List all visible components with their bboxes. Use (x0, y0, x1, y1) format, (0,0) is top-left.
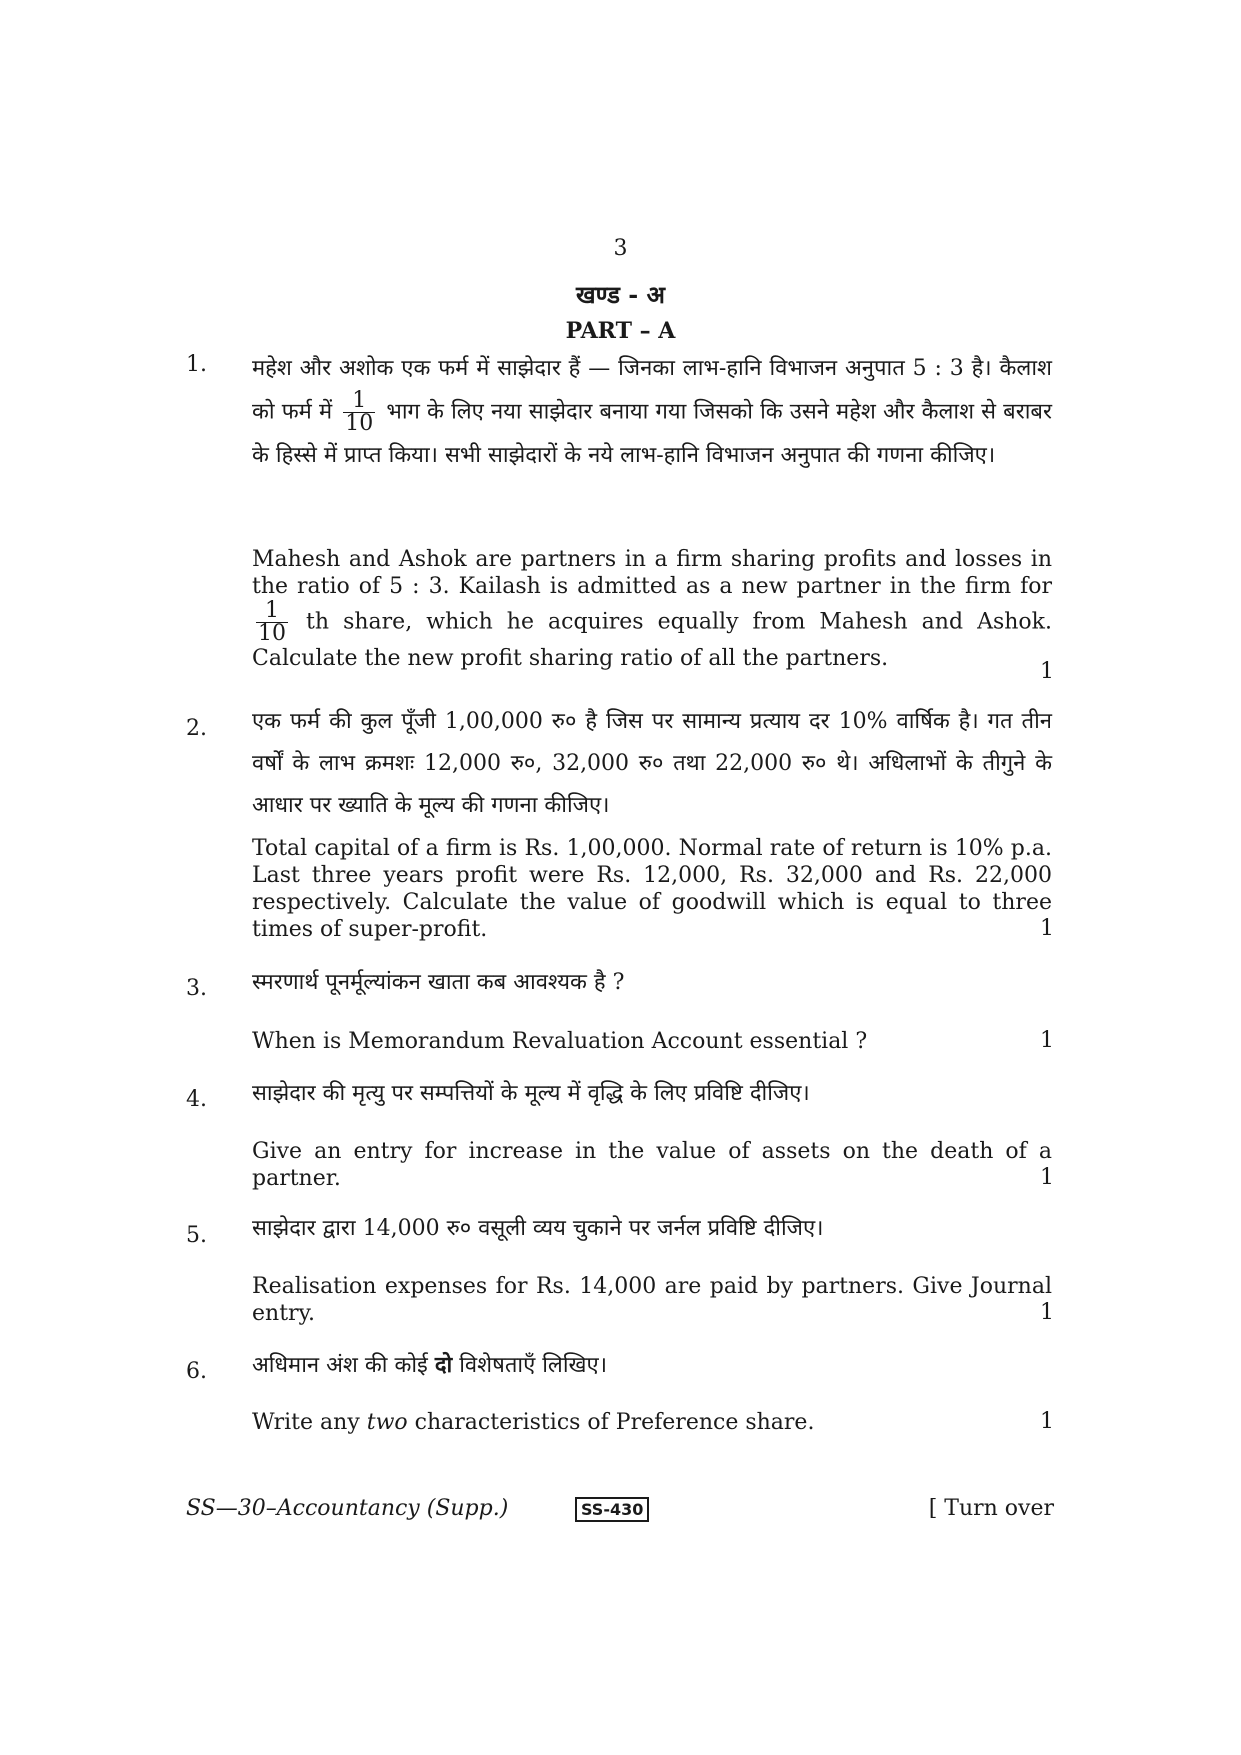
question-1-hindi-part-a: महेश और अशोक एक फर्म में साझेदार हैं — जिनका लाभ-हानि विभाजन अनुपात 5 : 3 है। कैलाश को फर्म में (252, 356, 1052, 425)
question-4-marks: 1 (1040, 1165, 1054, 1190)
footer-paper-code: SS-430 (575, 1497, 649, 1522)
question-1-hindi (252, 348, 1052, 477)
question-4-hindi: साझेदार की मृत्यु पर सम्पत्तियों के मूल्य में वृद्धि के लिए प्रविष्टि दीजिए। (252, 1081, 810, 1106)
question-1-english (252, 546, 1052, 672)
question-4-number: 4. (186, 1087, 207, 1112)
question-3-number: 3. (186, 976, 207, 1001)
question-1-english-part-b: th share, which he acquires equally from Mahesh and Ashok. Calculate the new profit sharing ratio of all the partners. (252, 609, 1052, 671)
fraction-denominator: 10 (258, 621, 286, 646)
question-6-hindi (252, 1344, 1052, 1387)
question-3-english: When is Memorandum Revaluation Account essential ? (252, 1029, 868, 1054)
question-5-hindi: साझेदार द्वारा 14,000 रु० वसूली व्यय चुकाने पर जर्नल प्रविष्टि दीजिए। (252, 1216, 824, 1241)
question-1-number: 1. (186, 352, 207, 377)
fraction-numerator: 1 (256, 600, 288, 623)
question-6-marks: 1 (1040, 1409, 1054, 1434)
question-6-hindi-part-b: विशेषताएँ लिखिए। (459, 1353, 608, 1378)
question-4-english: Give an entry for increase in the value of assets on the death of a partner. (252, 1139, 1052, 1191)
question-3-marks: 1 (1040, 1028, 1054, 1053)
fraction-numerator: 1 (343, 390, 375, 413)
question-6-hindi-part-a: अधिमान अंश की कोई (252, 1353, 428, 1378)
question-1-hindi-fraction (343, 390, 375, 435)
question-5-english: Realisation expenses for Rs. 14,000 are paid by partners. Give Journal entry. (252, 1274, 1052, 1326)
footer-paper-title: SS—30–Accountancy (Supp.) (186, 1496, 509, 1521)
question-6-english-part-b: characteristics of Preference share. (414, 1410, 815, 1435)
question-6-english-part-a: Write any (252, 1410, 360, 1435)
question-2-english: Total capital of a firm is Rs. 1,00,000. Normal rate of return is 10% p.a. Last three years profit were Rs. 12,000, Rs. 32,000 and Rs. 22,000 respectively. Calculate the value of goodwill which is equal to three times of super-profit. (252, 836, 1052, 942)
question-5-marks: 1 (1040, 1300, 1054, 1325)
question-1-english-part-a: Mahesh and Ashok are partners in a firm sharing profits and losses in the ratio of 5 : 3. Kailash is admitted as a new partner in the firm for (252, 547, 1052, 599)
question-6-english (252, 1409, 1052, 1436)
question-1-marks: 1 (1040, 659, 1054, 684)
question-6-hindi-emphasis: दो (434, 1352, 453, 1378)
question-1-hindi-part-b: भाग के लिए नया साझेदार बनाया गया जिसको कि उसने महेश और कैलाश से बराबर के हिस्से में प्राप्त किया। सभी साझेदारों के नये लाभ-हानि विभाजन अनुपात की गणना कीजिए। (252, 399, 1052, 468)
question-1-english-fraction (256, 600, 288, 645)
question-2-hindi: एक फर्म की कुल पूँजी 1,00,000 रु० है जिस पर सामान्य प्रत्याय दर 10% वार्षिक है। गत तीन वर्षों के लाभ क्रमशः 12,000 रु०, 32,000 रु० तथा 22,000 रु० थे। अधिलाभों के तीगुने के आधार पर ख्याति के मूल्य की गणना कीजिए। (252, 709, 1052, 818)
question-6-number: 6. (186, 1359, 207, 1384)
question-3-hindi: स्मरणार्थ पूनर्मूल्यांकन खाता कब आवश्यक है ? (252, 970, 625, 995)
section-title-hindi: खण्ड - अ (576, 280, 665, 309)
section-title-english: PART – A (565, 318, 676, 344)
footer-turn-over: [ Turn over (928, 1496, 1054, 1521)
page-number: 3 (613, 236, 628, 261)
question-2-number: 2. (186, 716, 207, 741)
question-5-number: 5. (186, 1223, 207, 1248)
fraction-denominator: 10 (345, 411, 374, 436)
question-2-marks: 1 (1040, 916, 1054, 941)
question-6-english-emphasis: two (366, 1410, 408, 1435)
